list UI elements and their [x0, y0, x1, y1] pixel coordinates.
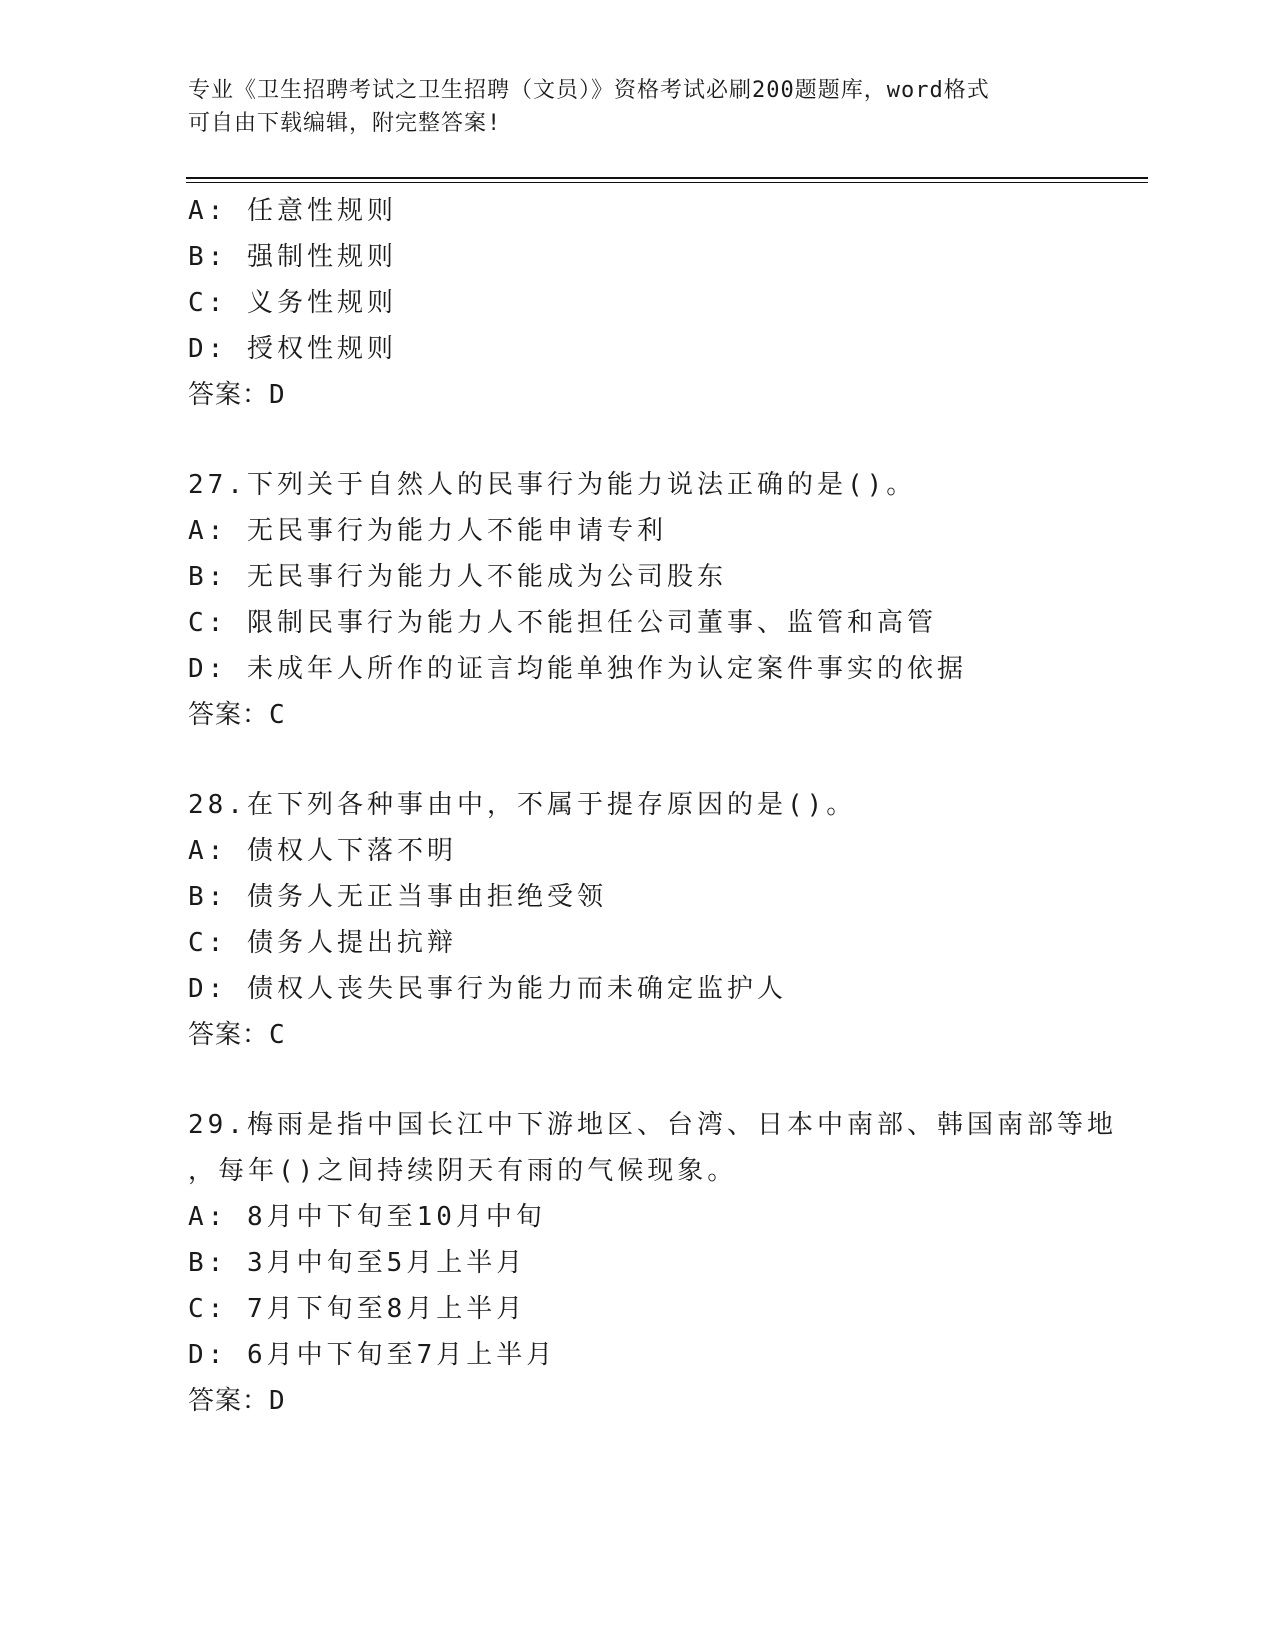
question-29: [188, 1102, 1148, 1424]
option-b: B: 3月中旬至5月上半月: [188, 1248, 527, 1278]
header-line-2: 可自由下载编辑，附完整答案!: [188, 111, 502, 136]
answer: 答案：C: [188, 1020, 286, 1050]
option-c: C: 义务性规则: [188, 288, 397, 318]
header-divider-thin: [186, 182, 1148, 183]
answer: 答案：C: [188, 700, 286, 730]
option-d: D: 授权性规则: [188, 334, 397, 364]
question-text-line-2: ，每年()之间持续阴天有雨的气候现象。: [188, 1156, 738, 1186]
option-a: A: 8月中下旬至10月中旬: [188, 1202, 546, 1232]
question-text-line-1: 29.梅雨是指中国长江中下游地区、台湾、日本中南部、韩国南部等地: [188, 1110, 1117, 1140]
option-a: A: 任意性规则: [188, 196, 397, 226]
answer: 答案：D: [188, 1386, 286, 1416]
option-b: B: 无民事行为能力人不能成为公司股东: [188, 562, 727, 592]
question-text: 27.下列关于自然人的民事行为能力说法正确的是()。: [188, 470, 917, 500]
option-d: D: 未成年人所作的证言均能单独作为认定案件事实的依据: [188, 654, 967, 684]
option-c: C: 限制民事行为能力人不能担任公司董事、监管和高管: [188, 608, 937, 638]
question-27: [188, 462, 1148, 738]
question-26: [188, 188, 1148, 418]
option-d: D: 6月中下旬至7月上半月: [188, 1340, 557, 1370]
option-c: C: 7月下旬至8月上半月: [188, 1294, 527, 1324]
option-b: B: 债务人无正当事由拒绝受领: [188, 882, 607, 912]
header-divider-thick: [186, 177, 1148, 179]
option-b: B: 强制性规则: [188, 242, 397, 272]
question-list: [188, 188, 1148, 1424]
option-c: C: 债务人提出抗辩: [188, 928, 457, 958]
document-header: [188, 74, 1088, 140]
header-line-1: 专业《卫生招聘考试之卫生招聘（文员）》资格考试必刷200题题库，word格式: [188, 78, 990, 103]
answer: 答案：D: [188, 380, 286, 410]
option-a: A: 债权人下落不明: [188, 836, 457, 866]
option-a: A: 无民事行为能力人不能申请专利: [188, 516, 667, 546]
question-text: 28.在下列各种事由中，不属于提存原因的是()。: [188, 790, 857, 820]
question-28: [188, 782, 1148, 1058]
option-d: D: 债权人丧失民事行为能力而未确定监护人: [188, 974, 787, 1004]
